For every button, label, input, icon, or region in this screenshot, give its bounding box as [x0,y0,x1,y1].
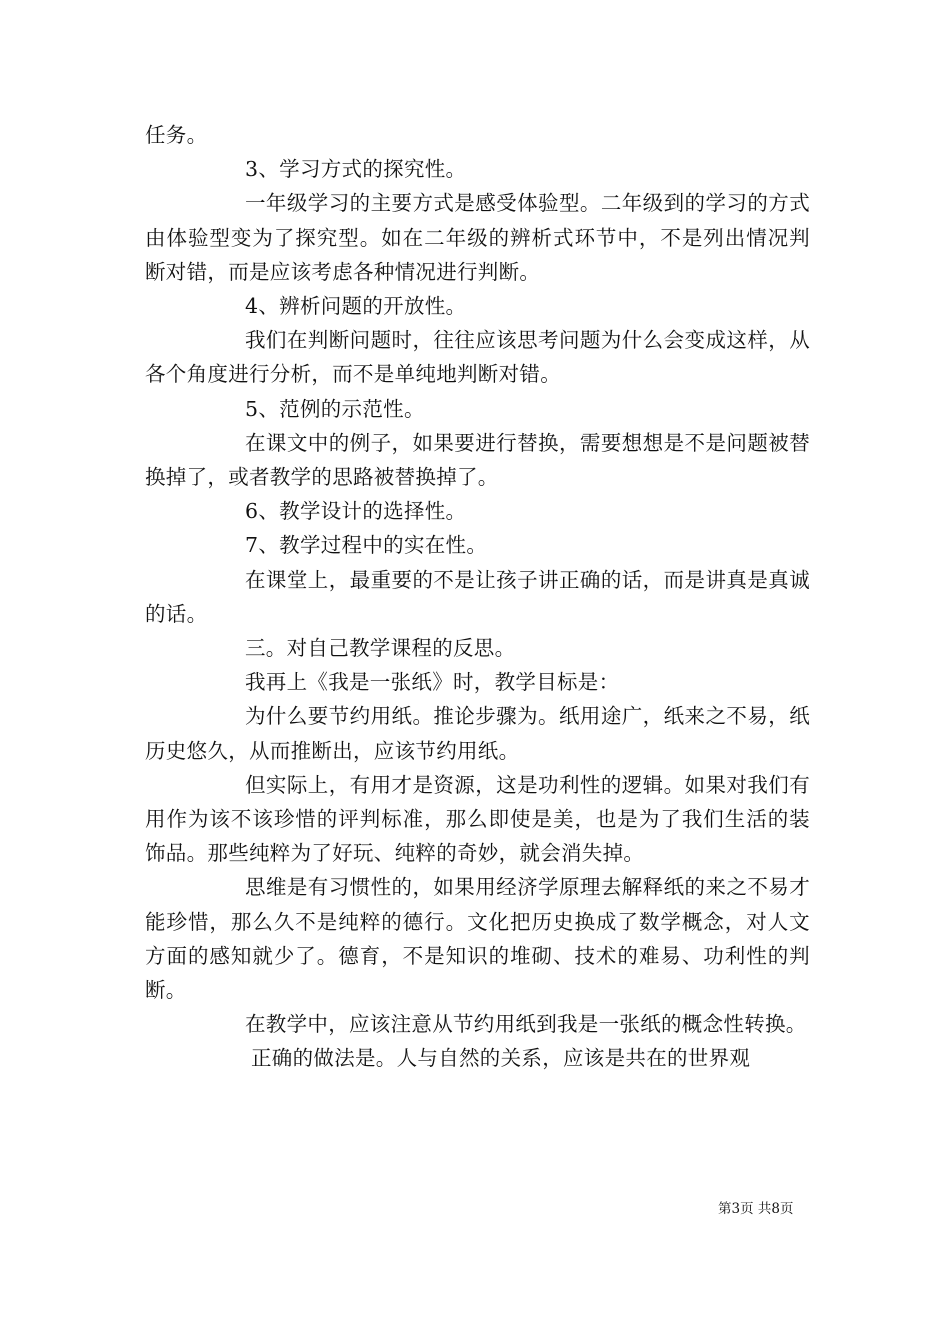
section-heading-3: 3、学习方式的探究性。 [245,157,467,182]
page-footer: 第3页 共8页 [718,1201,794,1217]
paragraph: 我们在判断问题时，往往应该思考问题为什么会变成这样，从各个角度进行分析，而不是单纯地判断对错。 [145,328,810,387]
paragraph: 正确的做法是。人与自然的关系，应该是共在的世界观 [251,1046,751,1071]
paragraph: 一年级学习的主要方式是感受体验型。二年级到的学习的方式由体验型变为了探究型。如在二年级的辨析式环节中，不是列出情况判断对错，而是应该考虑各种情况进行判断。 [145,191,810,284]
section-heading-three: 三。对自己教学课程的反思。 [245,636,516,661]
paragraph: 思维是有习惯性的，如果用经济学原理去解释纸的来之不易才能珍惜，那么久不是纯粹的德行。文化把历史换成了数学概念，对人文方面的感知就少了。德育，不是知识的堆砌、技术的难易、功利性的判断。 [145,875,810,1003]
section-heading-7: 7、教学过程中的实在性。 [245,533,488,558]
section-heading-4: 4、辨析问题的开放性。 [245,294,467,319]
section-heading-5: 5、范例的示范性。 [245,396,425,421]
paragraph: 但实际上，有用才是资源，这是功利性的逻辑。如果对我们有用作为该不该珍惜的评判标准，那么即使是美，也是为了我们生活的装饰品。那些纯粹为了好玩、纯粹的奇妙，就会消失掉。 [145,772,810,866]
document-body [145,118,810,1076]
paragraph-continuation: 任务。 [145,123,208,147]
paragraph: 在课堂上，最重要的不是让孩子讲正确的话，而是讲真是真诚的话。 [145,567,810,626]
paragraph: 我再上《我是一张纸》时，教学目标是： [245,670,620,695]
paragraph: 在教学中，应该注意从节约用纸到我是一张纸的概念性转换。 [245,1012,807,1037]
paragraph: 为什么要节约用纸。推论步骤为。纸用途广，纸来之不易，纸历史悠久，从而推断出，应该节约用纸。 [145,704,810,763]
section-heading-6: 6、教学设计的选择性。 [245,499,467,524]
paragraph: 在课文中的例子，如果要进行替换，需要想想是不是问题被替换掉了，或者教学的思路被替换掉了。 [145,430,810,490]
